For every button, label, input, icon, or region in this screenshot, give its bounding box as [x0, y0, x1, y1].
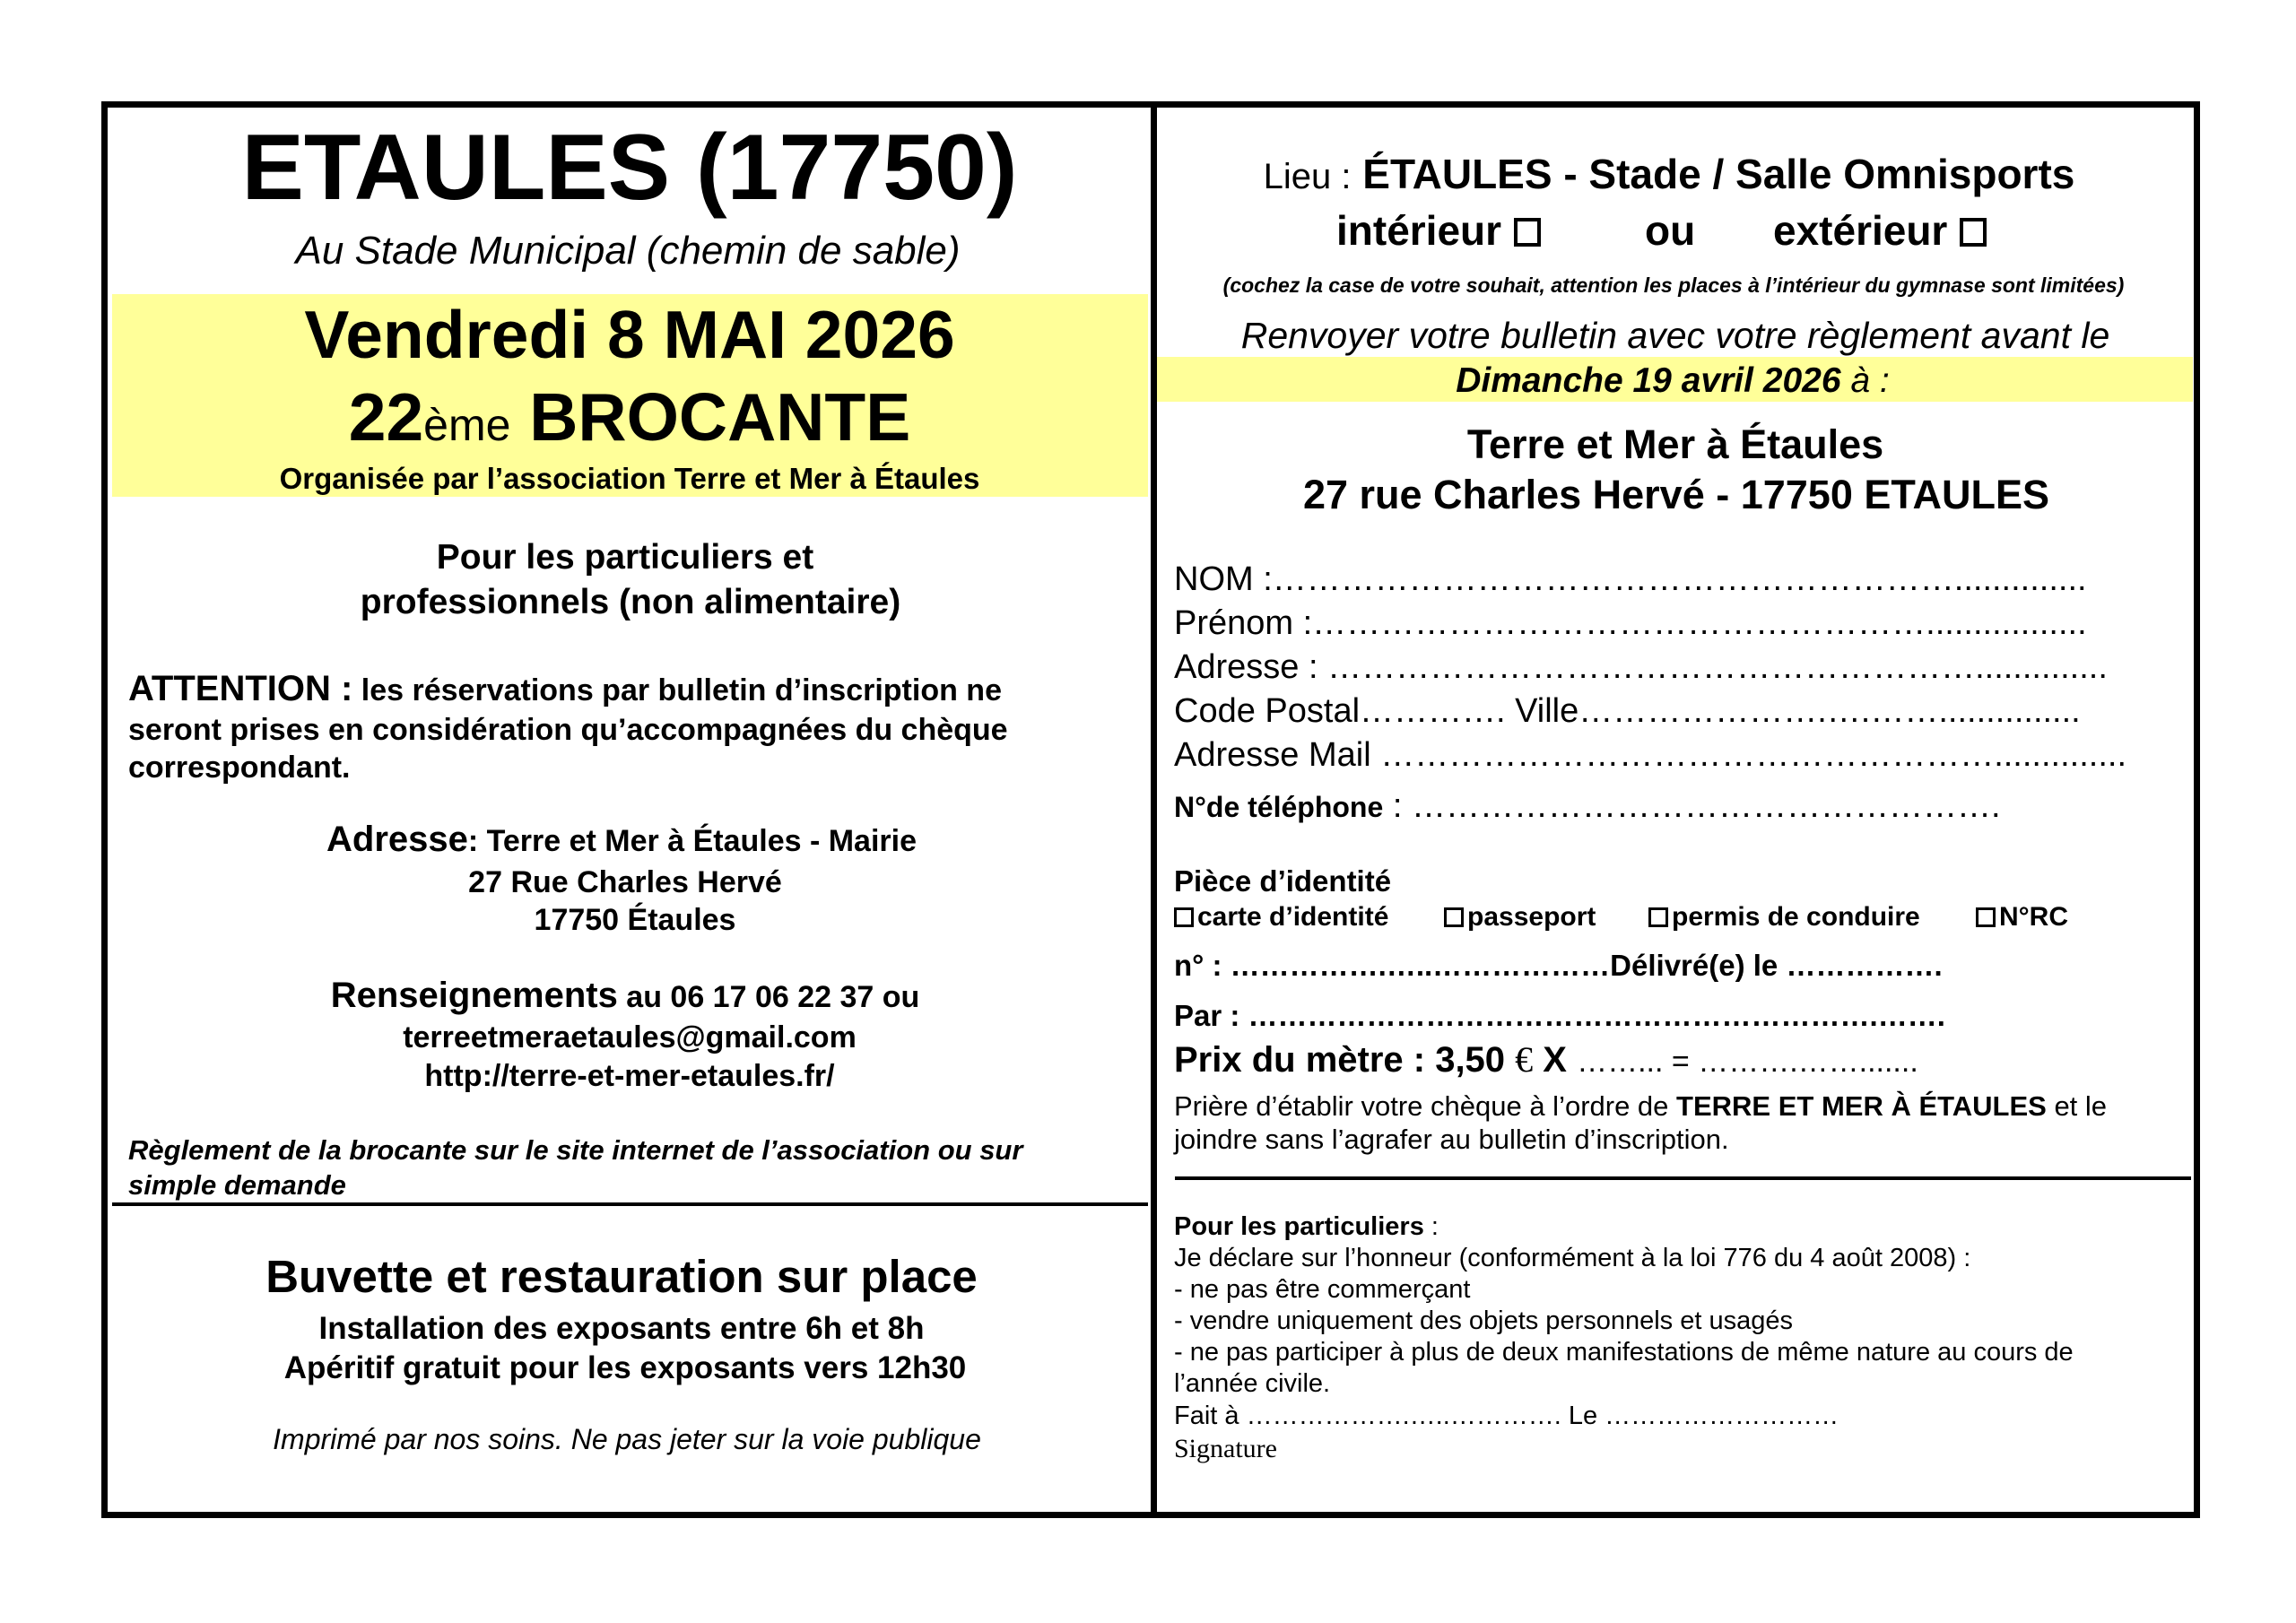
- exterieur-checkbox[interactable]: [1960, 218, 1987, 247]
- info-label: Renseignements: [330, 976, 618, 1015]
- particuliers-heading: [1174, 1214, 1439, 1240]
- id-option-passeport[interactable]: [1444, 904, 1596, 931]
- cheque-text-c: et le: [2046, 1090, 2108, 1122]
- deadline-suffix: à :: [1850, 361, 1890, 400]
- lieu-line: [1264, 153, 2075, 195]
- id-label: Pièce d’identité: [1174, 864, 1392, 898]
- right-separator: [1175, 1176, 2191, 1180]
- info-line-1: [331, 977, 920, 1013]
- attention-text: les réservations par bulletin d’inscription ne: [361, 673, 1002, 707]
- attention-line-3: correspondant.: [128, 751, 351, 785]
- return-address-1: Terre et Mer à Étaules: [1466, 421, 1884, 467]
- audience-line-2: professionnels (non alimentaire): [360, 583, 901, 621]
- deadline-date: Dimanche 19 avril 2026: [1456, 361, 1841, 400]
- field-telephone[interactable]: [1174, 789, 2001, 823]
- info-email[interactable]: terreetmeraetaules@gmail.com: [403, 1020, 857, 1055]
- id-option-nrc[interactable]: [1976, 904, 2068, 931]
- aperitif: Apéritif gratuit pour les exposants vers 12h30: [283, 1350, 967, 1385]
- audience-line-1: Pour les particuliers et: [436, 538, 814, 577]
- field-numero-delivre[interactable]: n° : …………….…..………………Délivré(e) le …………….: [1174, 949, 1943, 982]
- cheque-line-2: joindre sans l’agrafer au bulletin d’inscription.: [1174, 1124, 1729, 1155]
- address-text: : Terre et Mer à Étaules - Mairie: [467, 824, 917, 858]
- deadline-line: [1456, 363, 1890, 398]
- prix-label: Prix du mètre : 3,50: [1174, 1040, 1506, 1080]
- declaration-line-1: Je déclare sur l’honneur (conformément à la loi 776 du 4 août 2008) :: [1174, 1244, 1971, 1272]
- exterieur-label: extérieur: [1773, 207, 1948, 254]
- edition-suffix: ème: [423, 400, 511, 450]
- edition-word: BROCANTE: [529, 379, 911, 455]
- exterieur-option: [1773, 207, 1987, 254]
- left-separator: [112, 1202, 1148, 1206]
- declaration-line-3: - vendre uniquement des objets personnels et usagés: [1174, 1306, 1793, 1335]
- fait-a-le[interactable]: Fait à ……………….…..…………. Le ………………………: [1174, 1402, 1839, 1430]
- passeport-checkbox[interactable]: [1444, 907, 1464, 927]
- prix-line[interactable]: [1174, 1039, 1918, 1080]
- address-line-1: [326, 821, 917, 857]
- carte-label: carte d’identité: [1197, 902, 1389, 932]
- telephone-label: N°de téléphone: [1174, 791, 1384, 823]
- date-line: Vendredi 8 MAI 2026: [304, 297, 955, 372]
- field-nom[interactable]: NOM :……………………………………………………..............: [1174, 560, 2087, 598]
- cheque-text-a: Prière d’établir votre chèque à l’ordre de: [1174, 1090, 1669, 1122]
- column-divider: [1151, 108, 1157, 1518]
- install-time: Installation des exposants entre 6h et 8h: [318, 1311, 925, 1346]
- id-option-permis[interactable]: [1648, 904, 1920, 931]
- attention-line-1: [128, 671, 1002, 707]
- info-url[interactable]: http://terre-et-mer-etaules.fr/: [424, 1059, 835, 1093]
- field-adresse-mail[interactable]: Adresse Mail ………………………………………………..............: [1174, 736, 2126, 774]
- lieu-value: ÉTAULES - Stade / Salle Omnisports: [1362, 151, 2075, 197]
- prix-x: X: [1543, 1040, 1567, 1080]
- declaration-line-2: - ne pas être commerçant: [1174, 1275, 1471, 1304]
- field-par[interactable]: Par : ……………………………………………………….…….: [1174, 999, 1945, 1032]
- return-address-2: 27 rue Charles Hervé - 17750 ETAULES: [1302, 472, 2050, 517]
- address-label: Adresse: [326, 820, 468, 859]
- subtitle: Au Stade Municipal (chemin de sable): [295, 229, 961, 273]
- permis-checkbox[interactable]: [1648, 907, 1668, 927]
- renvoyer-line: Renvoyer votre bulletin avec votre règlement avant le: [1240, 315, 2110, 356]
- id-option-carte[interactable]: [1174, 904, 1388, 931]
- permis-label: permis de conduire: [1672, 902, 1920, 932]
- field-code-postal-ville[interactable]: Code Postal…………. Ville………………….….……...............: [1174, 692, 2081, 730]
- address-line-3: 17750 Étaules: [534, 903, 736, 937]
- rules-line-2: simple demande: [128, 1169, 346, 1201]
- address-line-2: 27 Rue Charles Hervé: [468, 865, 782, 899]
- euro-symbol: €: [1515, 1039, 1534, 1080]
- lieu-label: Lieu :: [1263, 157, 1352, 196]
- cheque-payee: TERRE ET MER À ÉTAULES: [1676, 1090, 2047, 1122]
- passeport-label: passeport: [1467, 902, 1596, 932]
- attention-line-2: seront prises en considération qu’accompagnées du chèque: [128, 713, 1008, 747]
- cheque-line-1: [1174, 1092, 2107, 1120]
- nrc-label: N°RC: [1999, 902, 2068, 932]
- signature-label: Signature: [1174, 1434, 1277, 1463]
- organizer: Organisée par l’association Terre et Mer à Étaules: [279, 462, 980, 495]
- info-phone: au 06 17 06 22 37 ou: [626, 980, 920, 1014]
- rules-line-1: Règlement de la brocante sur le site internet de l’association ou sur: [128, 1134, 1023, 1166]
- attention-label: ATTENTION :: [128, 669, 353, 708]
- printed-notice: Imprimé par nos soins. Ne pas jeter sur la voie publique: [273, 1423, 981, 1455]
- particuliers-label: Pour les particuliers: [1174, 1212, 1424, 1241]
- edition-line: [348, 379, 911, 455]
- interieur-checkbox[interactable]: [1514, 218, 1541, 247]
- checkbox-note: (cochez la case de votre souhait, attention les places à l’intérieur du gymnase sont limitées): [1222, 273, 2125, 297]
- title: ETAULES (17750): [241, 116, 1018, 220]
- particuliers-colon: :: [1431, 1212, 1439, 1241]
- interieur-label: intérieur: [1336, 207, 1502, 254]
- ou-label: ou: [1645, 207, 1696, 254]
- declaration-line-4: - ne pas participer à plus de deux manifestations de même nature au cours de: [1174, 1338, 2074, 1367]
- carte-checkbox[interactable]: [1174, 907, 1194, 927]
- edition-number: 22: [348, 379, 424, 455]
- buvette: Buvette et restauration sur place: [265, 1251, 978, 1302]
- interieur-option: [1336, 207, 1541, 254]
- field-prenom[interactable]: Prénom :……………………………………………….................: [1174, 604, 2087, 642]
- nrc-checkbox[interactable]: [1976, 907, 1996, 927]
- prix-rest: ……... = ……….…….......: [1577, 1045, 1918, 1079]
- field-adresse[interactable]: Adresse : …………………………………………………..............: [1174, 648, 2108, 686]
- declaration-line-5: l’année civile.: [1174, 1369, 1331, 1398]
- telephone-dots: : …………………………………………….: [1392, 787, 2001, 825]
